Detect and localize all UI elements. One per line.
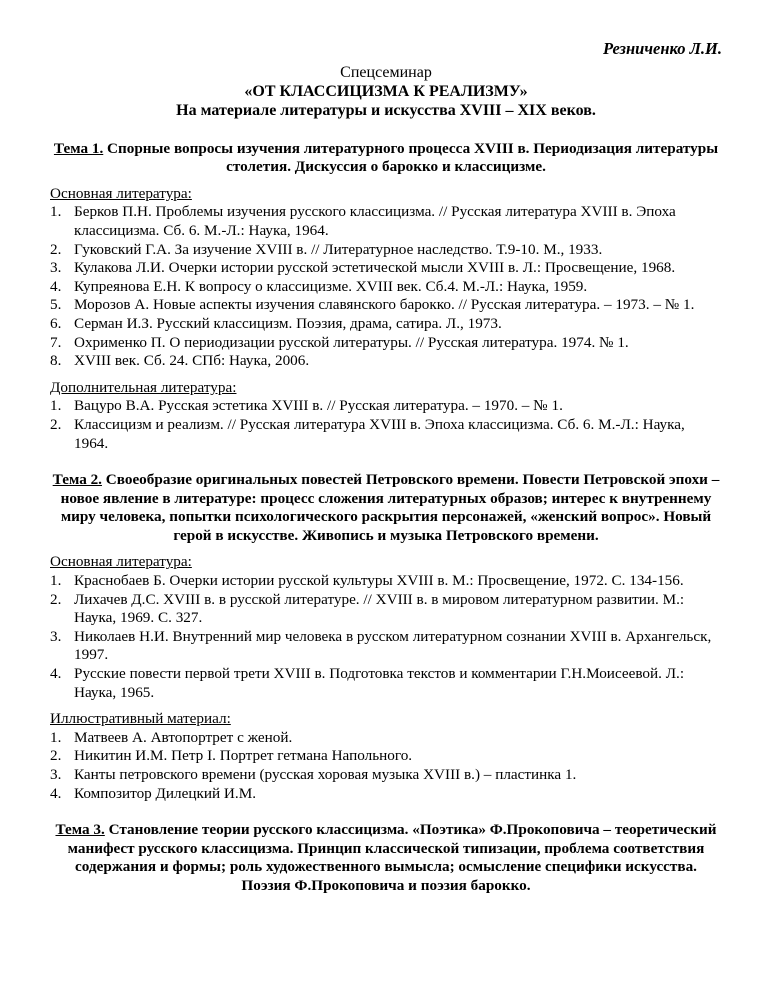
list-item bbox=[50, 665, 722, 702]
list-item bbox=[50, 628, 722, 665]
list-item-text: Композитор Дилецкий И.М. bbox=[74, 784, 256, 802]
list-item-number: 2. bbox=[50, 415, 62, 433]
list-item-number: 3. bbox=[50, 259, 62, 277]
topic-2-main-literature-list bbox=[50, 572, 722, 702]
topic-2-number: Тема 2. bbox=[52, 471, 102, 489]
list-item-text: Матвеев А. Автопортрет с женой. bbox=[74, 728, 293, 746]
author-name: Резниченко Л.И. bbox=[602, 39, 722, 58]
topic-1-extra-literature-title: Дополнительная литература: bbox=[50, 378, 237, 396]
list-item bbox=[50, 747, 722, 766]
seminar-material: На материале литературы и искусства XVIII – XIX веков. bbox=[176, 101, 596, 119]
list-item-number: 5. bbox=[50, 296, 62, 314]
list-item bbox=[50, 416, 722, 453]
list-item-text: Серман И.З. Русский классицизм. Поэзия, драма, сатира. Л., 1973. bbox=[74, 314, 502, 332]
topic-2-main-literature-title: Основная литература: bbox=[50, 553, 192, 571]
list-item-number: 1. bbox=[50, 728, 62, 746]
list-item bbox=[50, 334, 722, 353]
list-item bbox=[50, 315, 722, 334]
topic-1-number: Тема 1. bbox=[53, 139, 104, 157]
list-item-text: Купреянова Е.Н. К вопросу о классицизме. XVIII век. Сб.4. М.-Л.: Наука, 1959. bbox=[74, 277, 588, 295]
list-item-number: 3. bbox=[50, 766, 62, 783]
seminar-title: «ОТ КЛАССИЦИЗМА К РЕАЛИЗМУ» bbox=[244, 82, 528, 100]
list-item-text: Вацуро В.А. Русская эстетика XVIII в. // Русская литература. – 1970. – № 1. bbox=[74, 397, 563, 415]
list-item-number: 2. bbox=[50, 240, 62, 258]
list-item-number: 2. bbox=[50, 747, 62, 765]
list-item bbox=[50, 352, 722, 371]
list-item bbox=[50, 785, 722, 804]
list-item bbox=[50, 241, 722, 260]
list-item-number: 4. bbox=[50, 665, 62, 683]
list-item bbox=[50, 766, 722, 785]
list-item-number: 4. bbox=[50, 277, 62, 295]
topic-2-heading bbox=[50, 471, 722, 545]
list-item-number: 4. bbox=[50, 784, 62, 802]
list-item-number: 7. bbox=[50, 333, 62, 351]
list-item-text: Охрименко П. О периодизации русской литературы. // Русская литература. 1974. № 1. bbox=[74, 333, 629, 351]
list-item-number: 3. bbox=[50, 627, 62, 645]
list-item bbox=[50, 729, 722, 748]
list-item-text: Никитин И.М. Петр I. Портрет гетмана Напольного. bbox=[74, 747, 413, 765]
topic-3-text: Становление теории русского классицизма. «Поэтика» Ф.Прокоповича – теоретический манифест русского классицизма. Принцип классической типизации, проблема соответствия содержания и формы; роль художественного вымысла; осмысление специфики искусства. Поэзия Ф.Прокоповича и поэзия барокко. bbox=[67, 821, 717, 894]
topic-1-main-literature-list bbox=[50, 203, 722, 370]
list-item bbox=[50, 397, 722, 416]
list-item-text: XVIII век. Сб. 24. СПб: Наука, 2006. bbox=[74, 352, 310, 370]
topic-2-illustrative-material-list bbox=[50, 729, 722, 803]
list-item-number: 1. bbox=[50, 572, 62, 590]
list-item-text: Николаев Н.И. Внутренний мир человека в русском литературном сознании XVIII в. Архангельск, 1997. bbox=[74, 627, 712, 664]
seminar-label: Спецсеминар bbox=[340, 63, 432, 81]
list-item-text: Краснобаев Б. Очерки истории русской культуры XVIII в. М.: Просвещение, 1972. С. 134-156. bbox=[74, 572, 684, 590]
list-item-number: 1. bbox=[50, 397, 62, 415]
list-item bbox=[50, 259, 722, 278]
topic-1-main-literature-title: Основная литература: bbox=[50, 184, 192, 202]
list-item-text: Кулакова Л.И. Очерки истории русской эстетической мысли XVIII в. Л.: Просвещение, 1968. bbox=[74, 259, 676, 277]
topic-2-text: Своеобразие оригинальных повестей Петровского времени. Повести Петровской эпохи – новое явление в литературе: процесс сложения литературных образов; интерес к внутреннему миру человека, попытки психологического раскрытия персонажей, «женский вопрос». Новый герой в искусстве. Живопись и музыка Петровского времени. bbox=[60, 471, 720, 544]
topic-3-number: Тема 3. bbox=[55, 821, 105, 839]
list-item-number: 1. bbox=[50, 203, 62, 221]
list-item-text: Классицизм и реализм. // Русская литература XVIII в. Эпоха классицизма. Сб. 6. М.-Л.: Наука, 1964. bbox=[74, 415, 685, 452]
list-item-text: Канты петровского времени (русская хоровая музыка XVIII в.) – пластинка 1. bbox=[74, 766, 577, 783]
list-item bbox=[50, 591, 722, 628]
topic-1-heading bbox=[50, 140, 722, 177]
topic-2-illustrative-material-title: Иллюстративный материал: bbox=[50, 710, 231, 728]
list-item bbox=[50, 296, 722, 315]
list-item bbox=[50, 278, 722, 297]
list-item-number: 6. bbox=[50, 314, 62, 332]
topic-3-heading bbox=[50, 821, 722, 895]
list-item-text: Гуковский Г.А. За изучение XVIII в. // Литературное наследство. Т.9-10. М., 1933. bbox=[74, 240, 603, 258]
list-item-number: 2. bbox=[50, 590, 62, 608]
list-item-text: Берков П.Н. Проблемы изучения русского классицизма. // Русская литература XVIII в. Эпоха классицизма. Сб. 6. М.-Л.: Наука, 1964. bbox=[74, 203, 676, 239]
list-item-text: Русские повести первой трети XVIII в. Подготовка текстов и комментарии Г.Н.Моисеевой. Л.: Наука, 1965. bbox=[74, 665, 685, 701]
list-item-text: Лихачев Д.С. XVIII в. в русской литературе. // XVIII в. в мировом литературном развитии. М.: Наука, 1969. С. 327. bbox=[74, 590, 685, 627]
list-item bbox=[50, 572, 722, 591]
list-item-text: Морозов А. Новые аспекты изучения славянского барокко. // Русская литература. – 1973. – № 1. bbox=[74, 296, 695, 314]
topic-1-text: Спорные вопросы изучения литературного процесса XVIII в. Периодизация литературы столетия. Дискуссия о барокко и классицизме. bbox=[103, 139, 719, 176]
list-item bbox=[50, 203, 722, 240]
list-item-number: 8. bbox=[50, 352, 62, 370]
topic-1-extra-literature-list bbox=[50, 397, 722, 453]
